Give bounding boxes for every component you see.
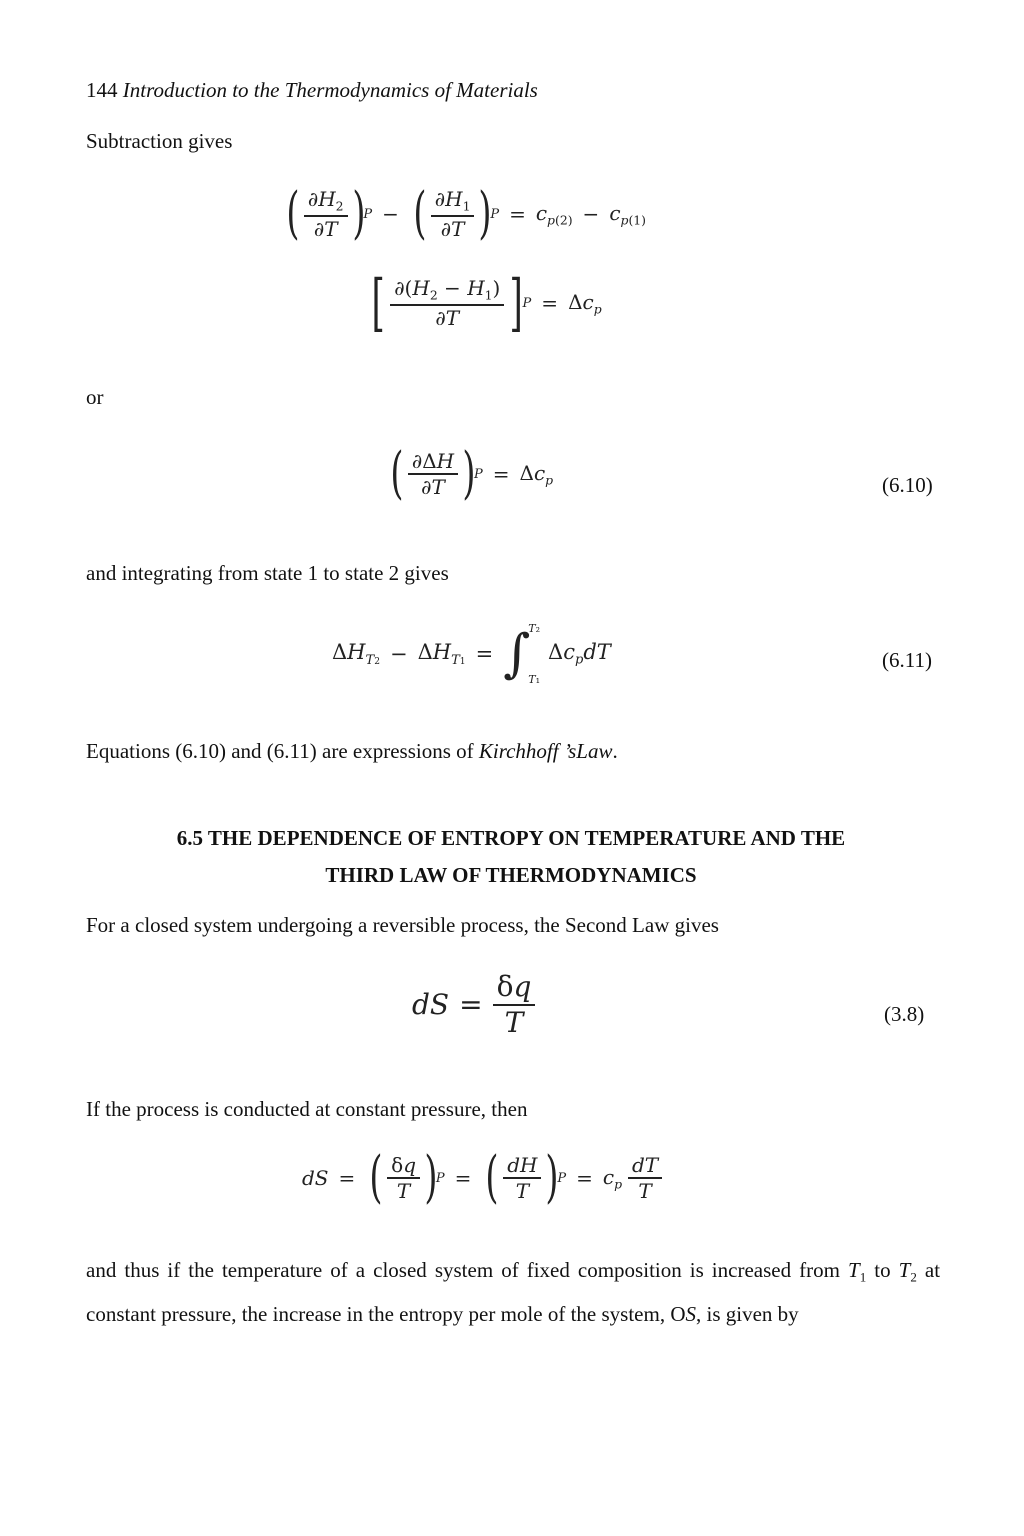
equation-number-3-8: (3.8) bbox=[884, 1002, 925, 1026]
section-heading-line-2: THIRD LAW OF THERMODYNAMICS bbox=[325, 862, 697, 887]
closed-system-text: For a closed system undergoing a reversible process, the Second Law gives bbox=[86, 913, 719, 937]
final-paragraph bbox=[86, 1252, 940, 1333]
section-heading-line-1: 6.5 THE DEPENDENCE OF ENTROPY ON TEMPERATURE AND THE bbox=[176, 826, 846, 850]
final-t1-subscript: 1 bbox=[859, 1269, 867, 1285]
equation-bracket: [ $\frac{\partial(H_2 - H_1)}{\partial T}$ ] P = $\Delta c_p$ bbox=[371, 266, 602, 339]
book-title: Introduction to the Thermodynamics of Materials bbox=[122, 78, 538, 102]
equation-3-8: dS = $\frac{\delta q}{T}$ bbox=[412, 970, 535, 1039]
kirchhoff-sentence bbox=[86, 736, 618, 768]
running-header bbox=[86, 78, 538, 103]
final-t1-symbol: T bbox=[848, 1258, 860, 1282]
final-s-symbol: S bbox=[685, 1301, 696, 1326]
subtraction-text: Subtraction gives bbox=[86, 129, 233, 153]
final-text-3: , is given bbox=[695, 1301, 773, 1326]
kirchhoff-law: Kirchhoff ’sLaw bbox=[478, 739, 613, 763]
equation-6-11: $\Delta H_{T2}$ − $\Delta H_{T1}$ = ∫ T₂ T₁ $\Delta c_pdT$ bbox=[332, 622, 611, 686]
final-text-1: and thus if the temperature of a closed system of fixed composition is increased from bbox=[86, 1258, 840, 1282]
equation-subtraction: ( $\frac{\partial H_2}{\partial T}$ ) P − ( $\frac{\partial H_1}{\partial T}$ ) P = $c_{p(2)}$ − $c_{p(1)}$ bbox=[286, 181, 647, 246]
final-t2-symbol: T bbox=[898, 1258, 911, 1282]
equation-6-10: ( $\frac{\partial\Delta H}{\partial T}$ ) P = $\Delta c_p$ bbox=[390, 441, 554, 506]
final-to: to bbox=[874, 1258, 891, 1282]
equation-number-6-10: (6.10) bbox=[882, 473, 933, 497]
final-by: by bbox=[777, 1301, 799, 1326]
section-heading bbox=[86, 820, 936, 894]
kirchhoff-suffix: . bbox=[612, 739, 618, 763]
kirchhoff-prefix: Equations (6.10) and (6.11) are expressions of bbox=[86, 739, 474, 763]
equation-ds-constant-pressure: dS = ( $\frac{\delta q}{T}$ ) P = ( $\frac{dH}{T}$ ) P = $c_p$ $\frac{dT}{T}$ bbox=[302, 1150, 662, 1206]
page-number: 144 bbox=[86, 78, 118, 102]
or-text: or bbox=[86, 385, 104, 409]
integrating-text: and integrating from state 1 to state 2 gives bbox=[86, 561, 449, 585]
constant-pressure-text: If the process is conducted at constant pressure, then bbox=[86, 1097, 528, 1121]
final-text-2: at constant pressure, the increase in the entropy per mole of the system, O bbox=[86, 1258, 941, 1326]
equation-number-6-11: (6.11) bbox=[882, 648, 932, 672]
final-t2-subscript: 2 bbox=[910, 1269, 917, 1285]
